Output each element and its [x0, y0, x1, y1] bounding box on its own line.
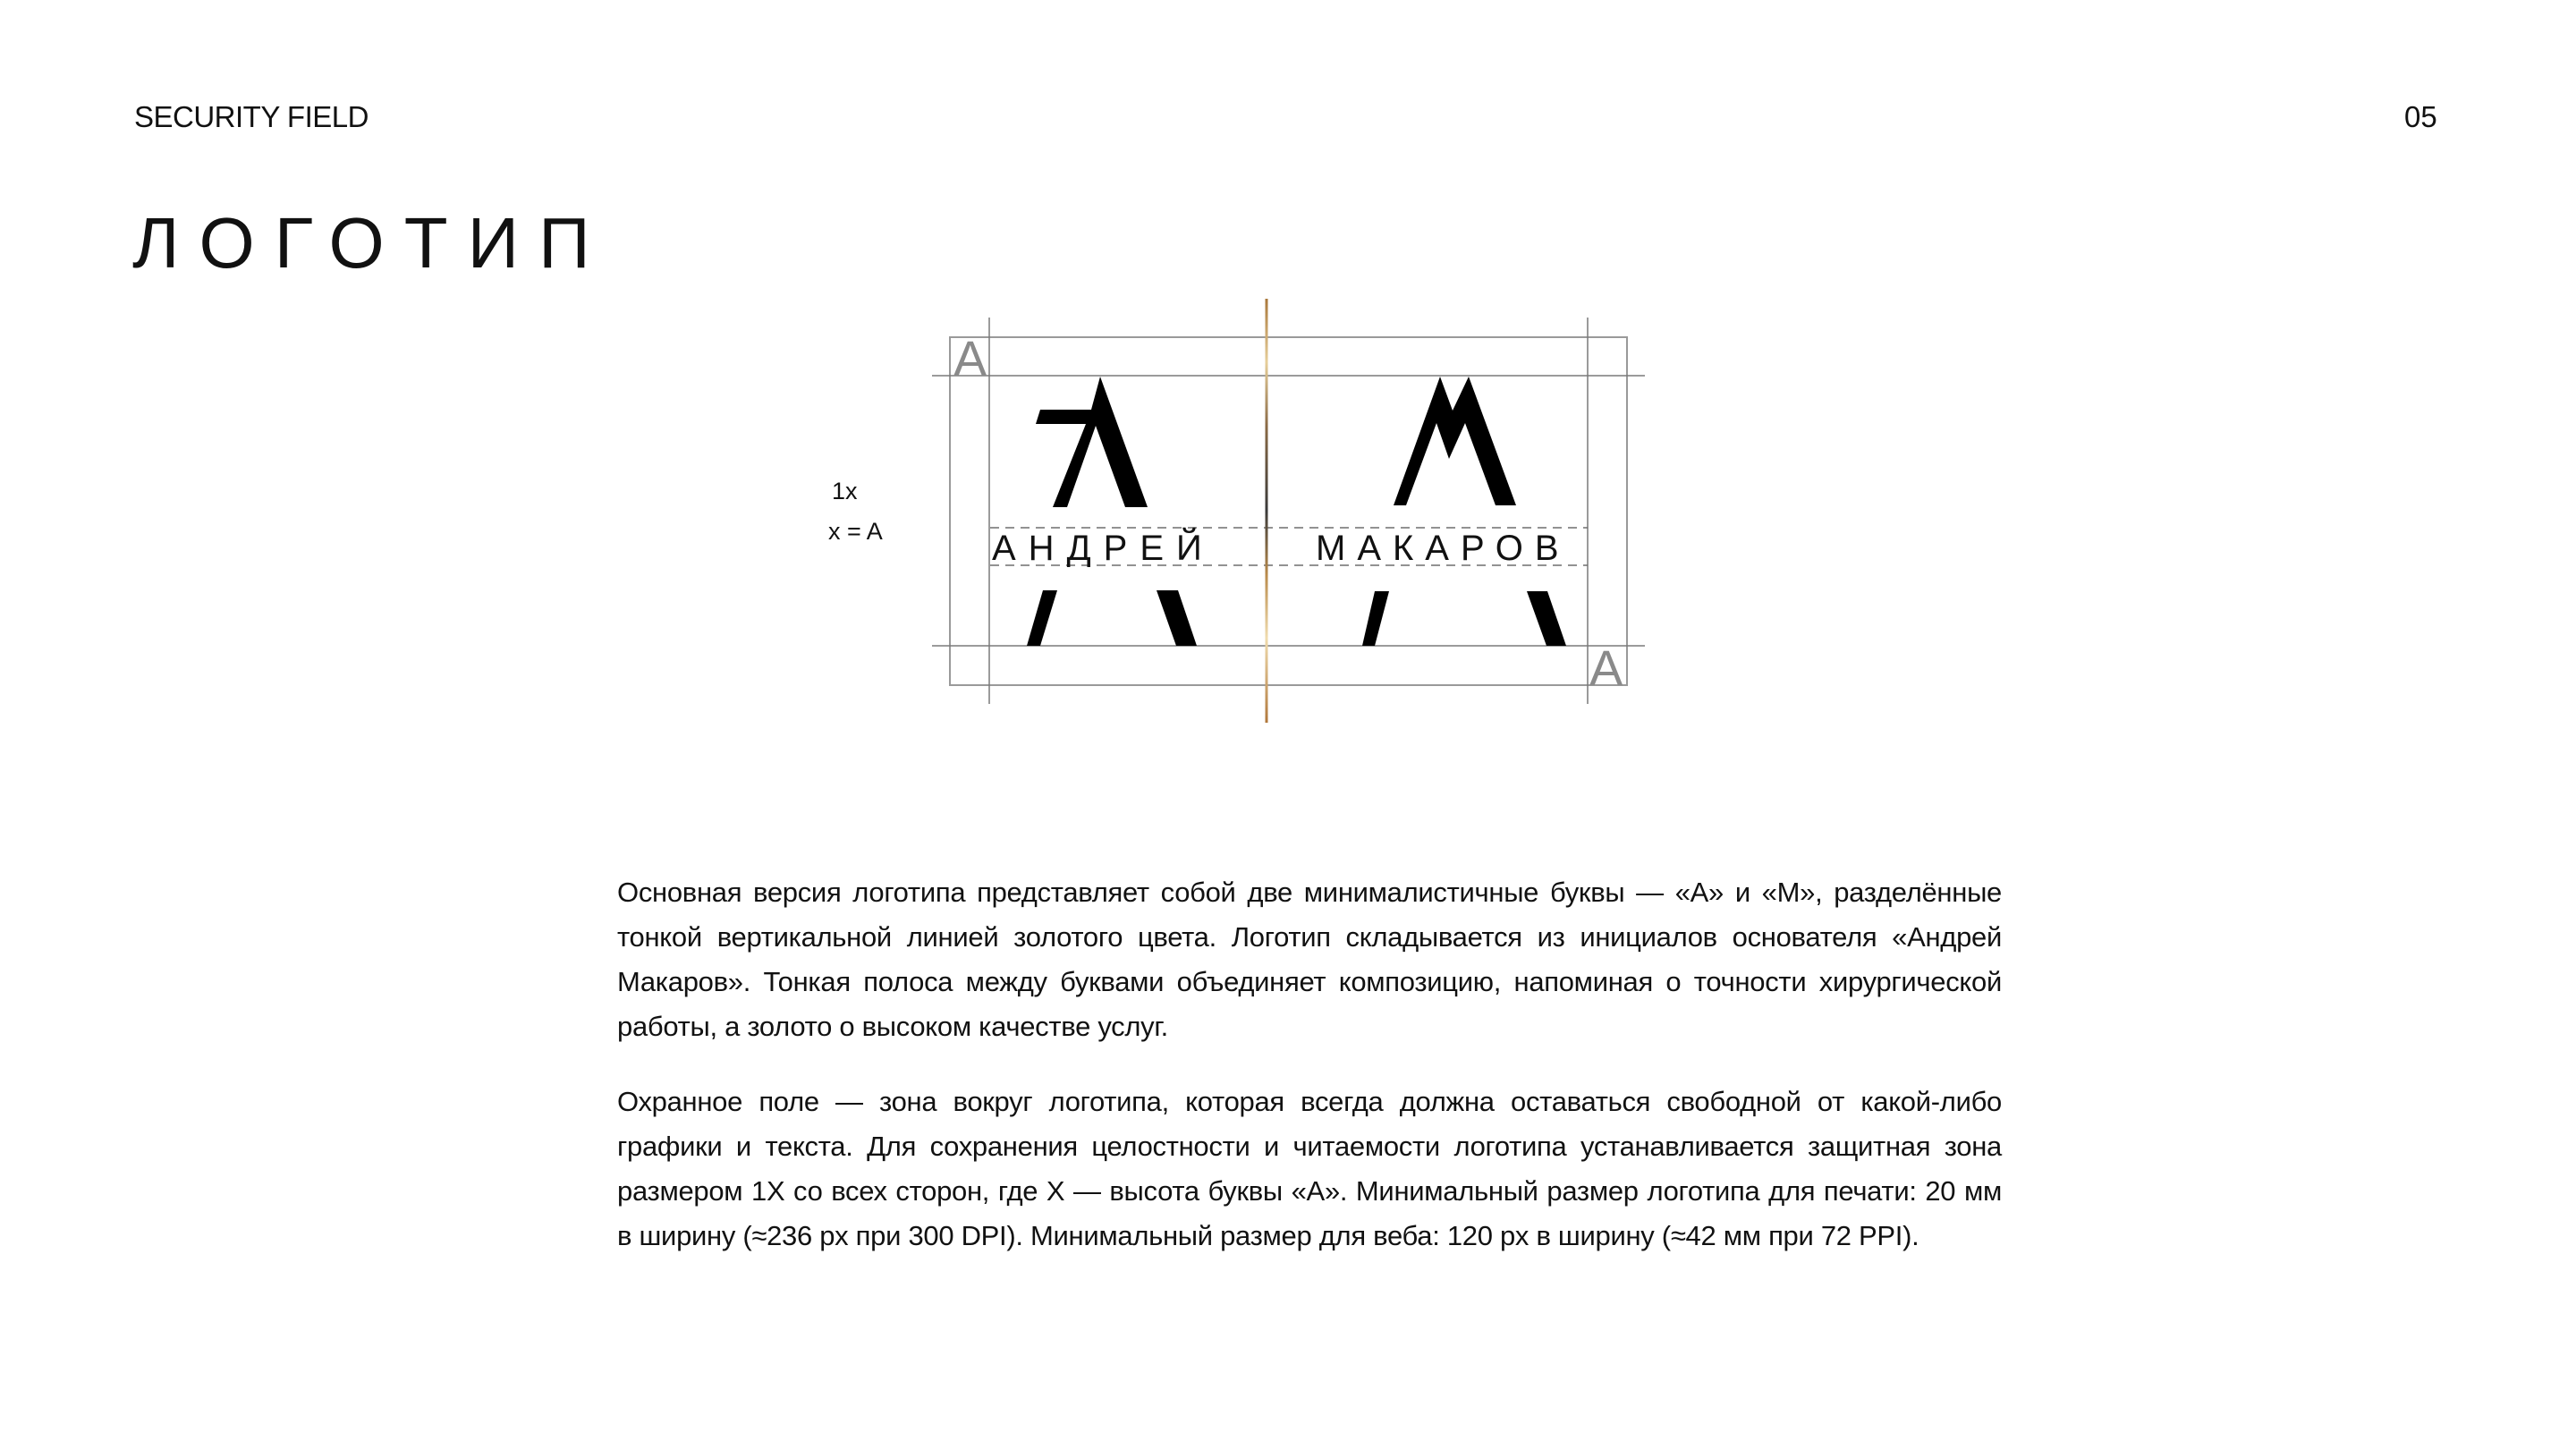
page-title: ЛОГОТИП — [132, 203, 610, 283]
monogram-m-icon — [1362, 377, 1566, 646]
logo-last-name: МАКАРОВ — [1316, 529, 1571, 568]
logo-first-name: АНДРЕЙ — [992, 529, 1215, 568]
guide-lines — [932, 318, 1645, 704]
brand-name: SECURITY FIELD — [134, 100, 369, 133]
scale-label-x-equals-a: x = A — [828, 518, 883, 545]
page-number: 05 — [2404, 100, 2437, 133]
scale-label-1x: 1x — [832, 478, 858, 504]
clearance-marker-bottom-right: A — [1589, 640, 1623, 696]
clearance-frame — [950, 337, 1627, 685]
gold-divider-line — [1266, 299, 1268, 723]
clearance-marker-top-left: A — [953, 330, 987, 386]
paragraph-security-field: Охранное поле — зона вокруг логотипа, которая всегда должна оставаться свободной от какой-либо графики и текста. Для сохранения целостности и читаемости логотипа устанавливается защитная зона размером 1X со всех сторон, где X — высота буквы «А». Минимальный размер логотипа для печати: 20 мм в ширину (≈236 px при 300 DPI). Минимальный размер для веба: 120 px в ширину (≈42 мм при 72 PPI). — [617, 1086, 2002, 1251]
monogram-a-icon — [1027, 377, 1197, 646]
paragraph-logo-description: Основная версия логотипа представляет собой две минималистичные буквы — «А» и «М», разделённые тонкой вертикальной линией золотого цвета. Логотип складывается из инициалов основателя «Андрей Макаров». Тонкая полоса между буквами объединяет композицию, напоминая о точности хирургической работы, а золото о высоком качестве услуг. — [617, 877, 2002, 1042]
